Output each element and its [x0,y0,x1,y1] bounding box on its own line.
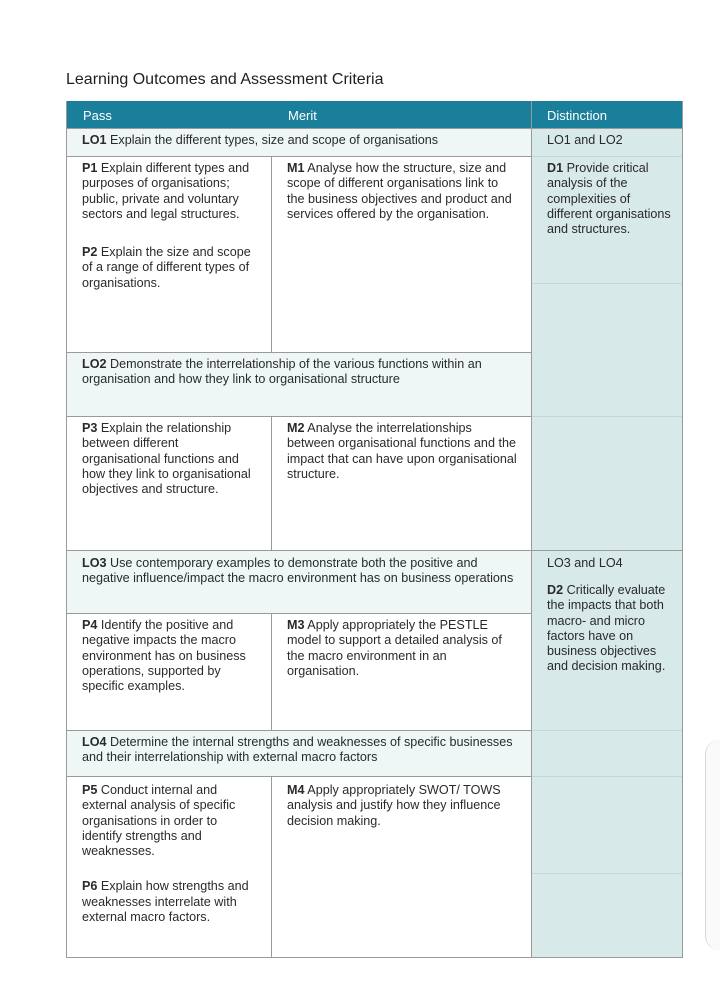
row-line [66,613,531,614]
lo2-text: Demonstrate the interrelationship of the various functions within an organisation and how they link to organisational structure [82,357,482,387]
m1-code: M1 [287,161,305,175]
merit-m3 [271,613,531,730]
lo2-row [66,352,531,416]
pass-p5-p6 [66,776,271,958]
p5-code: P5 [82,783,98,797]
lo4-row [66,730,531,776]
row-line [66,128,683,129]
d2-code: D2 [547,583,564,597]
p3-text: Explain the relationship between different organisational functions and how they link to organisational objectives and structure. [82,421,251,497]
header-merit: Merit [271,101,531,128]
m2-code: M2 [287,421,305,435]
m4-code: M4 [287,783,305,797]
p2-text: Explain the size and scope of a range of different types of organisations. [82,245,251,290]
m2-text: Analyse the interrelationships between organisational functions and the impact that can have upon organisational structure. [287,421,517,481]
d1-code: D1 [547,161,564,175]
d2-text: Critically evaluate the impacts that both macro- and micro factors have on business objectives and decision making. [547,583,666,674]
distinction-faint-line [532,416,682,417]
m3-text: Apply appropriately the PESTLE model to support a detailed analysis of the macro environment in an organisation. [287,618,502,678]
table-border-left [66,101,67,958]
m3-code: M3 [287,618,305,632]
distinction-lo1-lo2: LO1 and LO2 [547,133,623,147]
table-border-right [682,101,683,958]
merit-m1 [271,156,531,352]
m1-text: Analyse how the structure, size and scope of different organisations link to the business objectives and product and services offered by the organisation. [287,161,512,221]
row-line [66,776,531,777]
p1-code: P1 [82,161,98,175]
row-line [66,550,683,551]
lo3-text: Use contemporary examples to demonstrate both the positive and negative influence/impact the macro environment has on business operations [82,556,514,586]
distinction-d2 [531,578,683,698]
lo1-row [66,128,531,156]
p4-text: Identify the positive and negative impacts the macro environment has on business operations, supported by specific examples. [82,618,246,694]
m4-text: Apply appropriately SWOT/ TOWS analysis and justify how they influence decision making. [287,783,501,828]
lo4-text: Determine the internal strengths and weaknesses of specific businesses and their interrelationship with external macro factors [82,735,513,765]
pass-p1-p2 [66,156,271,352]
pass-merit-divider-1 [271,156,272,352]
pass-merit-divider-3 [271,613,272,730]
distinction-d1 [531,156,683,256]
lo3-code: LO3 [82,556,107,570]
lo1-text: Explain the different types, size and scope of organisations [106,133,439,147]
p1-text: Explain different types and purposes of organisations; public, private and voluntary sectors and legal structures. [82,161,250,221]
distinction-faint-line [532,776,682,777]
merit-m4 [271,776,531,958]
row-line [66,156,531,157]
row-line [66,352,531,353]
pass-merit-divider-4 [271,776,272,958]
header-pass: Pass [66,101,271,128]
p5-text: Conduct internal and external analysis of specific organisations in order to identify strengths and weaknesses. [82,783,236,859]
criteria-table [66,101,683,958]
edge-handle[interactable] [705,740,720,950]
distinction-faint-line [532,873,682,874]
lo1-code: LO1 [82,133,107,147]
d1-text: Provide critical analysis of the complexities of different organisations and structures. [547,161,671,237]
p6-code: P6 [82,879,98,894]
p3-code: P3 [82,421,98,435]
lo2-code: LO2 [82,357,107,371]
pass-merit-divider-2 [271,416,272,550]
distinction-divider [531,101,532,958]
pass-p3 [66,416,271,550]
table-border-bottom [66,957,683,958]
lo4-code: LO4 [82,735,107,749]
distinction-lo3-lo4: LO3 and LO4 [547,556,623,570]
row-line [66,416,531,417]
distinction-faint-line [532,156,682,157]
header-distinction: Distinction [531,101,683,128]
lo3-row [66,550,531,613]
p6-text: Explain how strengths and weaknesses interrelate with external macro factors. [82,879,249,925]
pass-p4 [66,613,271,730]
page-title: Learning Outcomes and Assessment Criteria [66,71,384,88]
distinction-faint-line [532,283,682,284]
p4-code: P4 [82,618,98,632]
row-line [66,730,531,731]
p2-code: P2 [82,245,98,260]
distinction-faint-line [532,730,682,731]
merit-m2 [271,416,531,550]
